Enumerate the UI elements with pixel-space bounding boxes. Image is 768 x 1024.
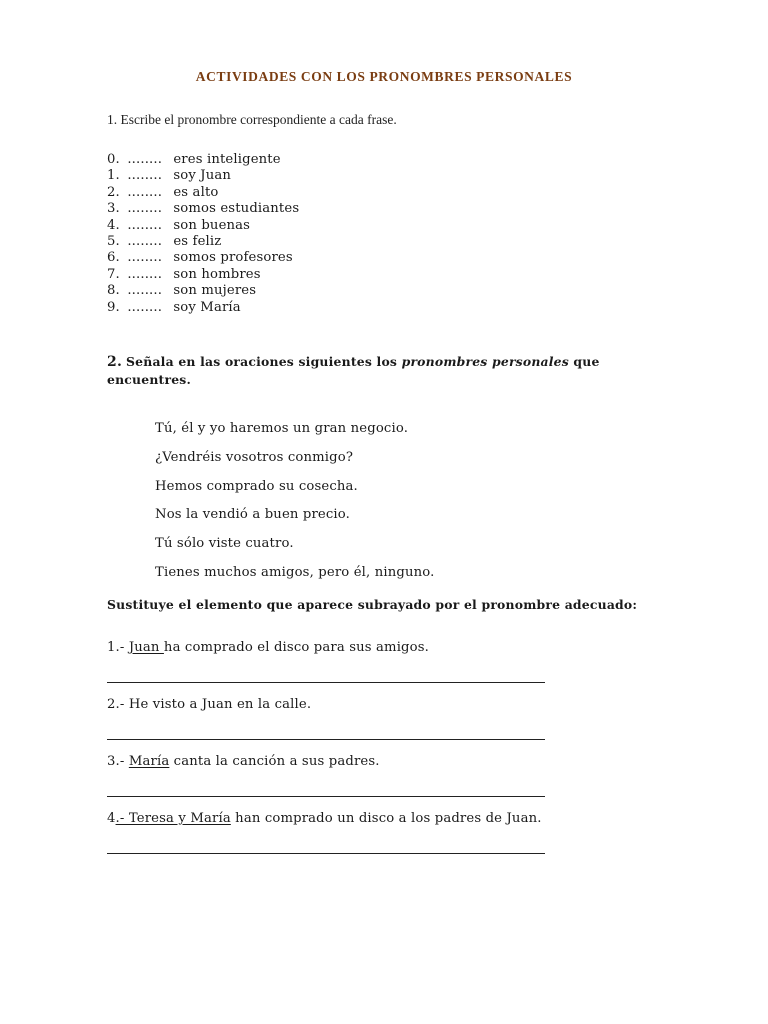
exercise-2-title-italic: pronombres personales [401,354,569,369]
substitution-item-3 [107,753,380,771]
substitution-item-1 [107,639,429,657]
item-number: 4. [107,217,120,233]
list-item [107,218,299,234]
blank-dots: ........ [127,217,163,233]
item-text: son mujeres [173,283,257,299]
list-item [107,283,299,299]
underlined-element: María [128,754,170,769]
sentence: Tienes muchos amigos, pero él, ninguno. [155,564,435,580]
exercise-1-instruction: 1. Escribe el pronombre correspondiente a cada frase. [107,112,397,127]
list-item [107,300,299,316]
sentence: Hemos comprado su cosecha. [155,478,358,494]
item-prefix: 3.- [107,754,129,769]
item-prefix: 2.- He visto a Juan en la calle. [107,697,312,712]
answer-line-4[interactable] [107,853,545,854]
item-text: es feliz [173,233,222,249]
substitution-item-2 [107,696,311,714]
substitution-item-4 [107,810,542,828]
item-text: soy Juan [173,168,232,184]
list-item [107,201,299,217]
exercise-1-list [107,152,299,316]
list-item [107,250,299,266]
blank-dots: ........ [127,283,163,299]
item-number: 7. [107,266,120,282]
list-item [107,234,299,250]
item-rest: canta la canción a sus padres. [169,754,380,769]
item-text: eres inteligente [173,152,281,167]
item-number: 2. [107,184,120,200]
underlined-element: Juan [128,640,164,655]
blank-dots: ........ [127,201,163,217]
exercise-2-number: 2. [107,354,123,370]
item-text: somos profesores [173,250,293,266]
worksheet-title: ACTIVIDADES CON LOS PRONOMBRES PERSONALES [195,69,573,84]
sentence: ¿Vendréis vosotros conmigo? [155,449,354,465]
answer-line-1[interactable] [107,682,545,683]
exercise-3-title: Sustituye el elemento que aparece subrayado por el pronombre adecuado: [107,597,638,612]
blank-dots: ........ [127,168,163,184]
blank-dots: ........ [127,299,163,315]
blank-dots: ........ [127,266,163,282]
item-rest: ha comprado el disco para sus amigos. [163,640,429,655]
item-prefix: 1.- [107,640,129,655]
item-prefix: 4 [107,811,116,826]
exercise-2-sentences [155,419,434,592]
blank-dots: ........ [127,152,163,167]
sentence: Tú, él y yo haremos un gran negocio. [155,421,409,436]
exercise-2-title [107,353,667,388]
item-number: 8. [107,283,120,299]
item-text: somos estudiantes [173,201,300,217]
blank-dots: ........ [127,250,163,266]
item-number: 9. [107,299,120,315]
item-number: 3. [107,201,120,217]
item-text: son hombres [173,266,261,282]
item-number: 1. [107,168,120,184]
exercise-2-title-end: que encuentres. [107,354,600,387]
answer-line-3[interactable] [107,796,545,797]
item-number: 5. [107,233,120,249]
blank-dots: ........ [127,184,163,200]
item-number: 0. [107,152,120,167]
list-item [107,267,299,283]
list-item [107,168,299,184]
blank-dots: ........ [127,233,163,249]
item-text: soy María [173,299,241,315]
sentence: Nos la vendió a buen precio. [155,507,350,523]
list-item [107,185,299,201]
underlined-element: .- Teresa y María [115,811,231,826]
item-rest: han comprado un disco a los padres de Juan. [230,811,542,826]
item-text: son buenas [173,217,251,233]
answer-line-2[interactable] [107,739,545,740]
list-item [107,152,299,168]
item-number: 6. [107,250,120,266]
item-text: es alto [173,184,219,200]
exercise-2-title-text: Señala en las oraciones siguientes los [126,354,402,369]
sentence: Tú sólo viste cuatro. [155,536,294,552]
